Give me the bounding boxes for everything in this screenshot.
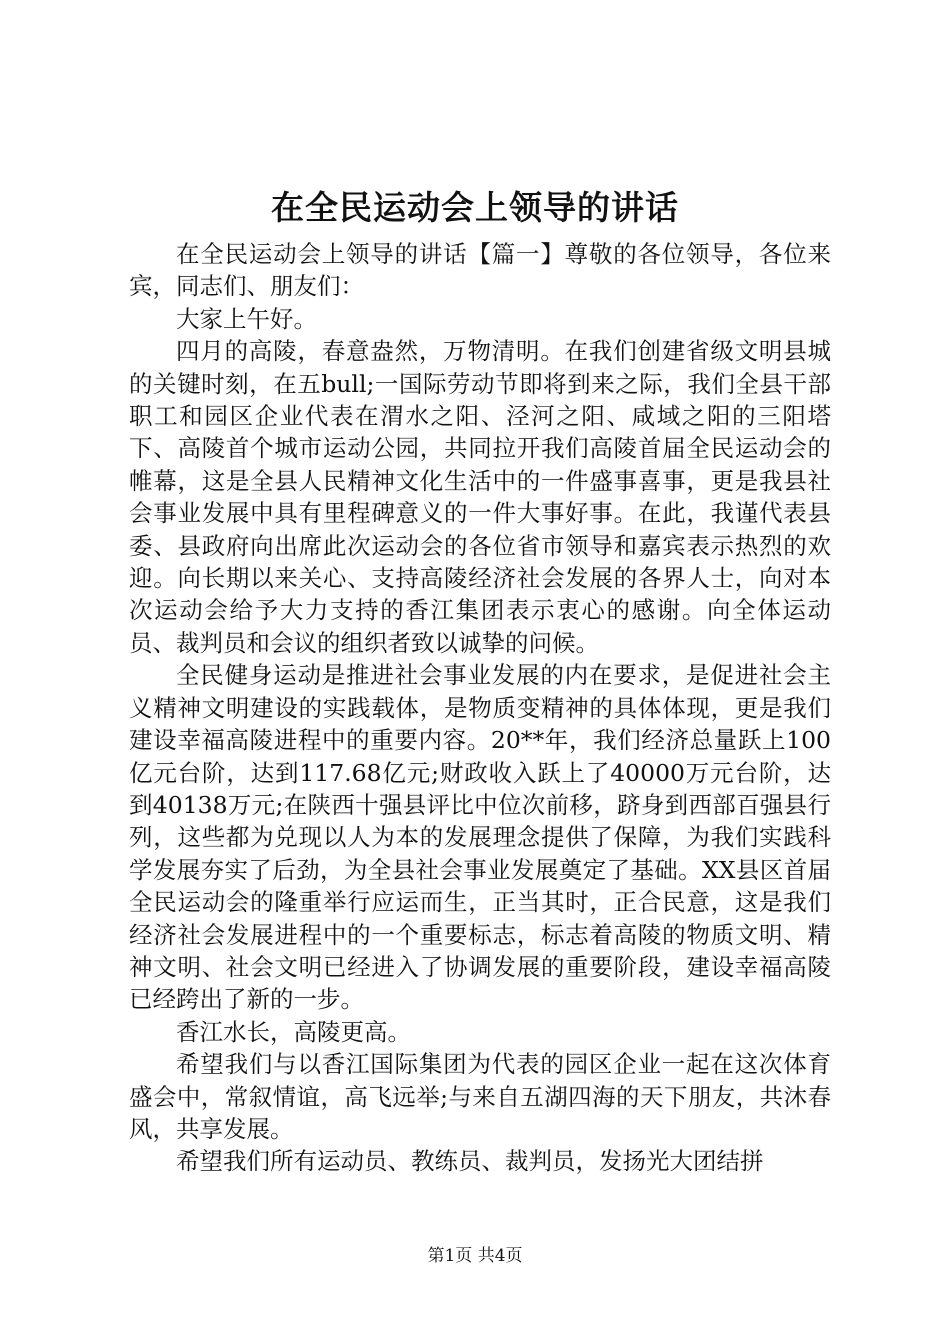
document-title: 在全民运动会上领导的讲话	[271, 188, 679, 227]
paragraph: 希望我们与以香江国际集团为代表的园区企业一起在这次体育盛会中，常叙情谊，高飞远举;与来自五湖四海的天下朋友，共沐春风，共享发展。	[129, 1050, 831, 1143]
paragraph: 香江水长，高陵更高。	[176, 1017, 411, 1046]
paragraph: 大家上午好。	[176, 304, 317, 333]
page-number-footer: 第1页 共4页	[427, 1246, 523, 1266]
paragraph: 希望我们所有运动员、教练员、裁判员，发扬光大团结拼	[176, 1147, 764, 1176]
paragraph: 全民健身运动是推进社会事业发展的内在要求，是促进社会主义精神文明建设的实践载体，是物质变精神的具体体现，更是我们建设幸福高陵进程中的重要内容。20**年，我们经济总量跃上100亿元台阶，达到117.68亿元;财政收入跃上了40000万元台阶，达到40138万元;在陕西十强县评比中位次前移，跻身到西部百强县行列，这些都为兑现以人为本的发展理念提供了保障，为我们实践科学发展夯实了后劲，为全县社会事业发展奠定了基础。XX县区首届全民运动会的隆重举行应运而生，正当其时，正合民意，这是我们经济社会发展进程中的一个重要标志，标志着高陵的物质文明、精神文明、社会文明已经进入了协调发展的重要阶段，建设幸福高陵已经跨出了新的一步。	[129, 661, 831, 1014]
paragraph: 四月的高陵，春意盎然，万物清明。在我们创建省级文明县城的关键时刻，在五bull;一国际劳动节即将到来之际，我们全县干部职工和园区企业代表在渭水之阳、泾河之阳、咸域之阳的三阳塔下、高陵首个城市运动公园，共同拉开我们高陵首届全民运动会的帷幕，这是全县人民精神文化生活中的一件盛事喜事，更是我县社会事业发展中具有里程碑意义的一件大事好事。在此，我谨代表县委、县政府向出席此次运动会的各位省市领导和嘉宾表示热烈的欢迎。向长期以来关心、支持高陵经济社会发展的各界人士，向对本次运动会给予大力支持的香江集团表示衷心的感谢。向全体运动员、裁判员和会议的组织者致以诚挚的问候。	[129, 337, 831, 657]
paragraph: 在全民运动会上领导的讲话【篇一】尊敬的各位领导，各位来宾，同志们、朋友们：	[129, 240, 831, 301]
document-body	[129, 238, 831, 1178]
